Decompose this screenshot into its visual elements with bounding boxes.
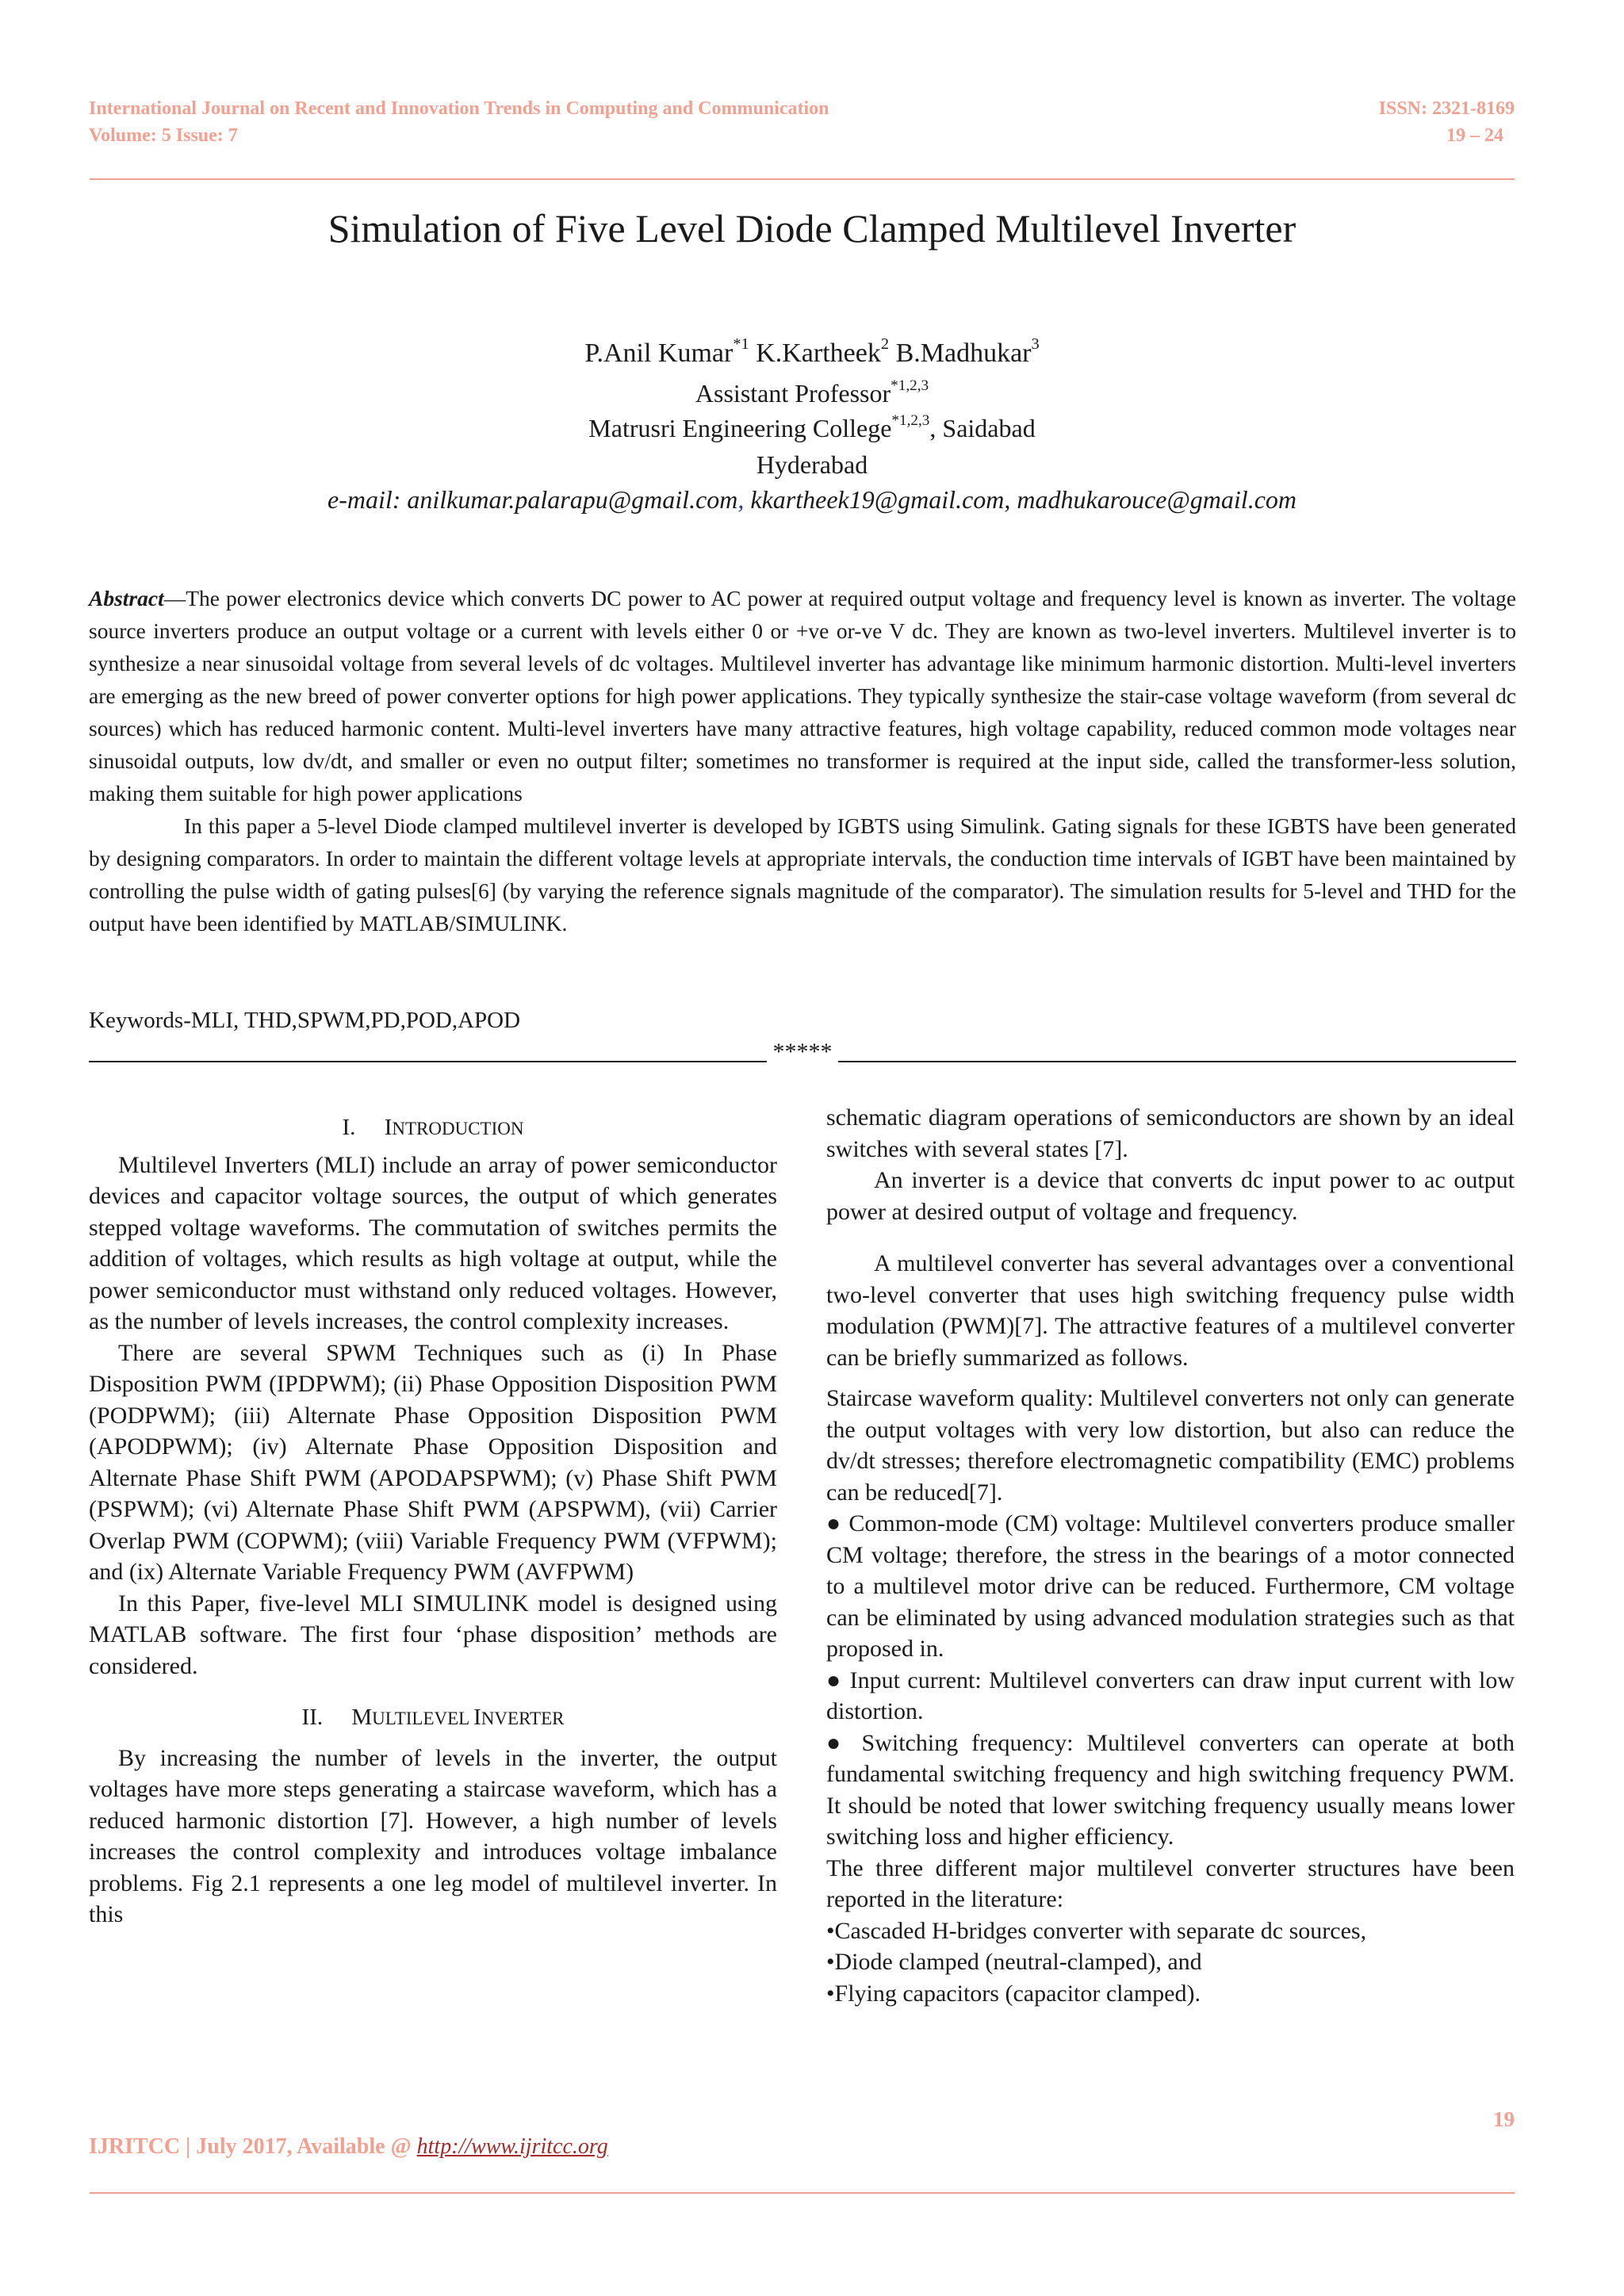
section-heading-multilevel-inverter: II. MULTILEVEL INVERTER: [301, 1705, 565, 1730]
journal-name: International Journal on Recent and Innovation Trends in Computing and Communication: [89, 98, 829, 119]
author-1: P.Anil Kumar: [584, 339, 733, 368]
page-number: 19: [1493, 2107, 1515, 2131]
right-para-2: An inverter is a device that converts dc input power to ac output power at desired output of voltage and frequency.: [826, 1167, 1515, 1225]
keywords: Keywords-MLI, THD,SPWM,PD,POD,APOD: [89, 1008, 521, 1033]
paper-title: Simulation of Five Level Diode Clamped Multilevel Inverter: [327, 206, 1297, 251]
abstract: Abstract—The power electronics device which converts DC power to AC power at required output voltage and frequency level is known as inverter. The voltage source inverters produce an output voltage or a current with levels either 0 or +ve or-ve V dc. They are known as two-level inverters. Multilevel inverter is to synthesize a near sinusoidal voltage from several levels of dc voltages. Multilevel inverter has advantage like minimum harmonic distortion. Multi-level inverters are emerging as the new breed of power converter options for high power applications. They typically synthesize the stair-case voltage waveform (from several dc sources) which has reduced harmonic content. Multi-level inverters have many attractive features, high voltage capability, reduced common mode voltages near sinusoidal outputs, low dv/dt, and smaller or even no output filter; sometimes no transformer is required at the input side, called the transformer-less solution, making them suitable for high power applications In this paper a 5-level Diode clamped multilevel inverter is developed by IGBTS using Simulink. Gating signals for these IGBTS have been generated by designing comparators. In order to maintain the different voltage levels at appropriate intervals, the conduction time intervals of IGBT have been maintained by controlling the pulse width of gating pulses[6] (by varying the reference signals magnitude of the comparator). The simulation results for 5-level and THD for the output have been identified by MATLAB/SIMULINK.: [89, 582, 1516, 939]
author-3: B.Madhukar: [895, 339, 1032, 368]
intro-para-3: In this Paper, five-level MLI SIMULINK model is designed using MATLAB software. The first four ‘phase disposition’ methods are considered.: [89, 1590, 777, 1679]
right-para-6: ● Input current: Multilevel converters can draw input current with low distortion.: [826, 1667, 1515, 1724]
page-range: 19 – 24: [1446, 125, 1503, 146]
footer: IJRITCC | July 2017, Available @ http://www.ijritcc.org: [89, 2134, 608, 2159]
email-2[interactable]: kkartheek19@gmail.com: [750, 485, 1005, 514]
header-rule: [90, 178, 1515, 180]
bullet-cascaded: •Cascaded H-bridges converter with separate dc sources,: [826, 1917, 1367, 1944]
author-2: K.Kartheek: [756, 339, 881, 368]
right-para-5: ● Common-mode (CM) voltage: Multilevel converters produce smaller CM voltage; therefore, the stress in the bearings of a motor connected to a multilevel motor drive can be reduced. Furthermore, CM voltage can be eliminated by using advanced modulation strategies such as that proposed in.: [826, 1510, 1515, 1662]
footer-rule: [90, 2192, 1515, 2194]
bullet-flying-capacitors: •Flying capacitors (capacitor clamped).: [826, 1980, 1201, 2007]
left-column: [89, 1112, 777, 1931]
right-para-3: A multilevel converter has several advantages over a conventional two-level converter that uses high switching frequency pulse width modulation (PWM)[7]. The attractive features of a multilevel converter can be briefly summarized as follows.: [826, 1250, 1515, 1371]
author-2-sup: 2: [880, 335, 890, 353]
right-para-7: ● Switching frequency: Multilevel converters can operate at both fundamental switching frequency and high switching frequency PWM. It should be noted that lower switching frequency usually means lower switching loss and higher efficiency.: [826, 1729, 1515, 1850]
abstract-label: Abstract: [89, 586, 164, 610]
author-emails: e-mail: anilkumar.palarapu@gmail.com, kkartheek19@gmail.com, madhukarouce@gmail.com: [327, 485, 1297, 514]
multilevel-para-1: By increasing the number of levels in the inverter, the output voltages have more steps generating a staircase waveform, which has a reduced harmonic distortion [7]. However, a high number of levels increases the control complexity and introduces voltage imbalance problems. Fig 2.1 represents a one leg model of multilevel inverter. In this: [89, 1744, 777, 1927]
volume-issue: Volume: 5 Issue: 7: [89, 125, 238, 146]
author-line: [0, 336, 1624, 371]
section-separator: [89, 1039, 1516, 1072]
right-para-8: The three different major multilevel converter structures have been reported in the literature:: [826, 1854, 1515, 1912]
separator-rule-left: [89, 1061, 767, 1062]
abstract-para-2: In this paper a 5-level Diode clamped multilevel inverter is developed by IGBTS using Simulink. Gating signals for these IGBTS have been generated by designing comparators. In order to maintain the different voltage levels at appropriate intervals, the conduction time intervals of IGBT have been maintained by controlling the pulse width of gating pulses[6] (by varying the reference signals magnitude of the comparator). The simulation results for 5-level and THD for the output have been identified by MATLAB/SIMULINK.: [89, 813, 1516, 936]
section-heading-introduction: I. INTRODUCTION: [342, 1115, 524, 1140]
intro-para-1: Multilevel Inverters (MLI) include an array of power semiconductor devices and capacitor voltage sources, the output of which generates stepped voltage waveforms. The commutation of switches permits the addition of voltages, which results as high voltage at output, while the power semiconductor must withstand only reduced voltages. However, as the number of levels increases, the control complexity increases.: [89, 1151, 777, 1334]
bullet-diode-clamped: •Diode clamped (neutral-clamped), and: [826, 1949, 1202, 1975]
author-position: Assistant Professor$^{*1,2,3}$: [695, 377, 929, 408]
right-para-4: Staircase waveform quality: Multilevel converters not only can generate the output voltages with very low distortion, but also can reduce the dv/dt stresses; therefore electromagnetic compatibility (EMC) problems can be reduced[7].: [826, 1385, 1515, 1506]
right-para-1: schematic diagram operations of semiconductors are shown by an ideal switches with several states [7].: [826, 1104, 1515, 1162]
email-3[interactable]: madhukarouce@gmail.com: [1017, 485, 1297, 514]
issn: ISSN: 2321-8169: [1378, 98, 1515, 119]
journal-link[interactable]: http://www.ijritcc.org: [416, 2134, 608, 2159]
separator-stars: *****: [772, 1039, 833, 1065]
email-1[interactable]: anilkumar.palarapu@gmail.com: [407, 485, 738, 514]
separator-rule-right: [838, 1061, 1516, 1062]
abstract-para-1: The power electronics device which converts DC power to AC power at required output voltage and frequency level is known as inverter. The voltage source inverters produce an output voltage or a current with levels either 0 or +ve or-ve V dc. They are known as two-level inverters. Multilevel inverter is to synthesize a near sinusoidal voltage from several levels of dc voltages. Multilevel inverter has advantage like minimum harmonic distortion. Multi-level inverters are emerging as the new breed of power converter options for high power applications. They typically synthesize the stair-case voltage waveform (from several dc sources) which has reduced harmonic content. Multi-level inverters have many attractive features, high voltage capability, reduced common mode voltages near sinusoidal outputs, low dv/dt, and smaller or even no output filter; sometimes no transformer is required at the input side, called the transformer-less solution, making them suitable for high power applications: [89, 586, 1516, 806]
intro-para-2: There are several SPWM Techniques such as (i) In Phase Disposition PWM (IPDPWM); (ii) Phase Opposition Disposition PWM (PODPWM); (iii) Alternate Phase Opposition Disposition PWM (APODPWM); (iv) Alternate Phase Opposition Disposition and Alternate Phase Shift PWM (APODAPSPWM); (v) Phase Shift PWM (PSPWM); (vi) Alternate Phase Shift PWM (APSPWM), (vii) Carrier Overlap PWM (COPWM); (viii) Variable Frequency PWM (VFPWM); and (ix) Alternate Variable Frequency PWM (AVFPWM): [89, 1339, 777, 1585]
author-1-sup: *1: [733, 335, 749, 353]
author-3-sup: 3: [1031, 335, 1040, 353]
right-column: [826, 1102, 1515, 2009]
author-affiliation: Matrusri Engineering College$^{*1,2,3}$, Saidabad: [588, 411, 1036, 442]
author-city: Hyderabad: [756, 450, 868, 479]
